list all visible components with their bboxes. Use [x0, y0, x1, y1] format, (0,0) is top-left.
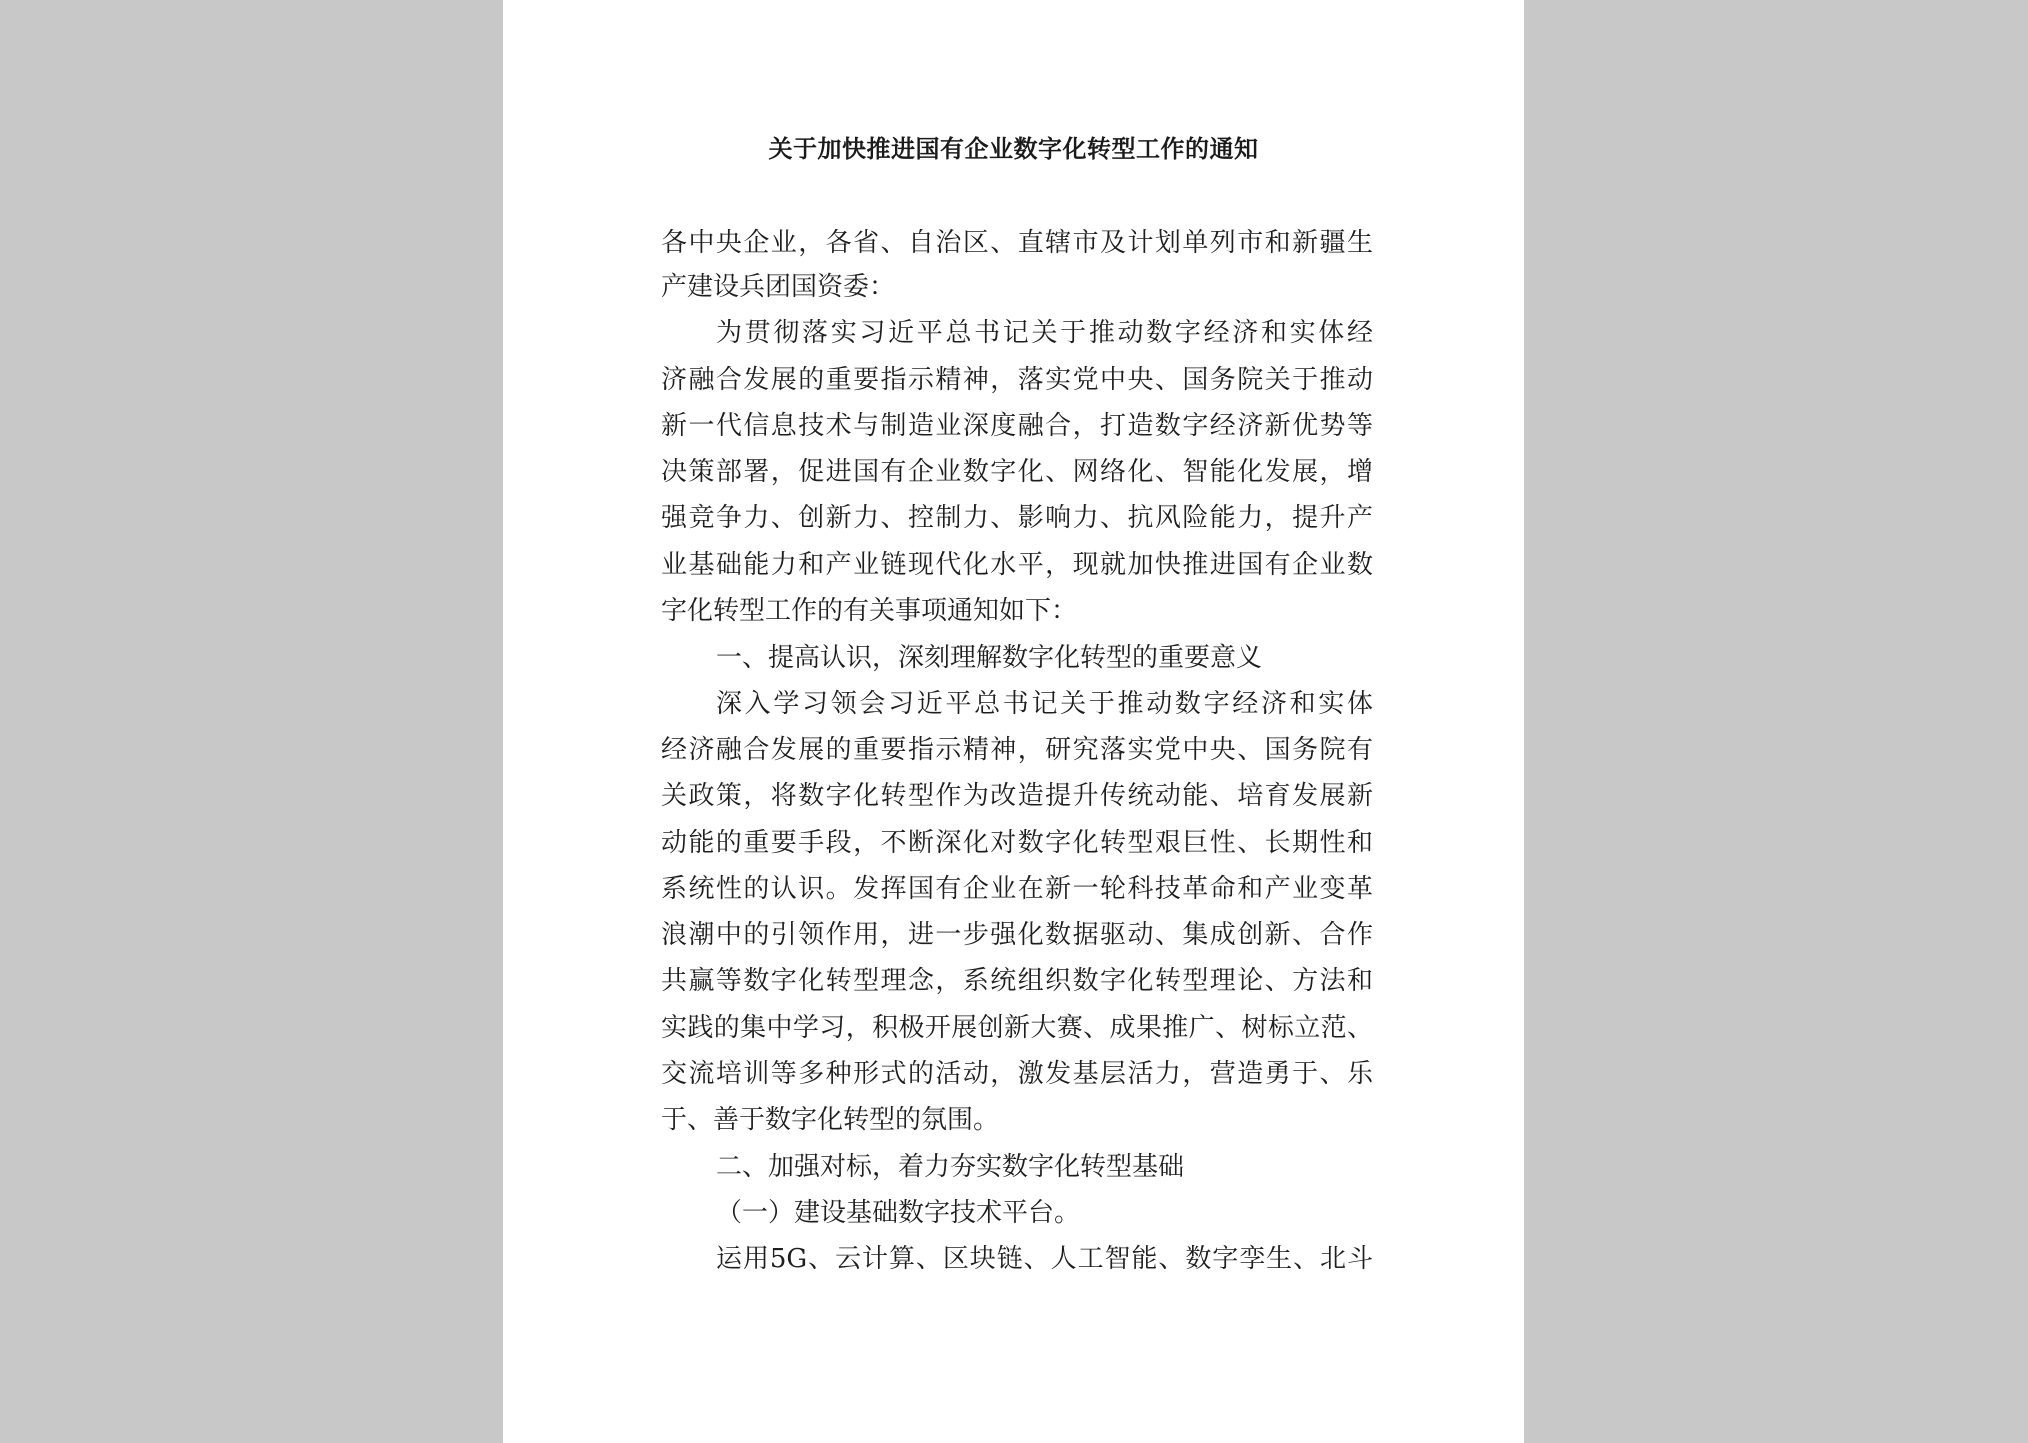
text-line: 交流培训等多种形式的活动，激发基层活力，营造勇于、乐	[661, 1059, 1373, 1089]
text-line: 强竞争力、创新力、控制力、影响力、抗风险能力，提升产	[661, 503, 1373, 533]
text-line: 深入学习领会习近平总书记关于推动数字经济和实体	[716, 689, 1373, 719]
text-line: 各中央企业，各省、自治区、直辖市及计划单列市和新疆生	[661, 228, 1373, 258]
document-page	[503, 0, 1524, 1443]
text-line: 运用5G、云计算、区块链、人工智能、数字孪生、北斗	[716, 1244, 1373, 1274]
text-line: 共赢等数字化转型理念，系统组织数字化转型理论、方法和	[661, 966, 1373, 996]
document-title: 关于加快推进国有企业数字化转型工作的通知	[768, 135, 1259, 163]
text-line: 新一代信息技术与制造业深度融合，打造数字经济新优势等	[661, 411, 1373, 441]
text-line: 业基础能力和产业链现代化水平，现就加快推进国有企业数	[661, 550, 1373, 580]
text-line: 济融合发展的重要指示精神，落实党中央、国务院关于推动	[661, 365, 1373, 395]
text-line: 关政策，将数字化转型作为改造提升传统动能、培育发展新	[661, 781, 1373, 811]
text-line: 经济融合发展的重要指示精神，研究落实党中央、国务院有	[661, 735, 1373, 765]
text-line: 实践的集中学习，积极开展创新大赛、成果推广、树标立范、	[661, 1013, 1373, 1043]
text-line: 浪潮中的引领作用，进一步强化数据驱动、集成创新、合作	[661, 920, 1373, 950]
text-line: 为贯彻落实习近平总书记关于推动数字经济和实体经	[716, 318, 1373, 348]
text-line: 决策部署，促进国有企业数字化、网络化、智能化发展，增	[661, 457, 1373, 487]
text-line: 于、善于数字化转型的氛围。	[661, 1105, 1000, 1135]
section-heading: 二、加强对标，着力夯实数字化转型基础	[716, 1152, 1185, 1182]
subsection-heading: （一）建设基础数字技术平台。	[716, 1198, 1081, 1228]
section-heading: 一、提高认识，深刻理解数字化转型的重要意义	[716, 643, 1263, 673]
text-line: 动能的重要手段，不断深化对数字化转型艰巨性、长期性和	[661, 828, 1373, 858]
text-line: 字化转型工作的有关事项通知如下：	[661, 596, 1078, 626]
text-line: 系统性的认识。发挥国有企业在新一轮科技革命和产业变革	[661, 874, 1373, 904]
text-line: 产建设兵团国资委：	[661, 272, 896, 302]
